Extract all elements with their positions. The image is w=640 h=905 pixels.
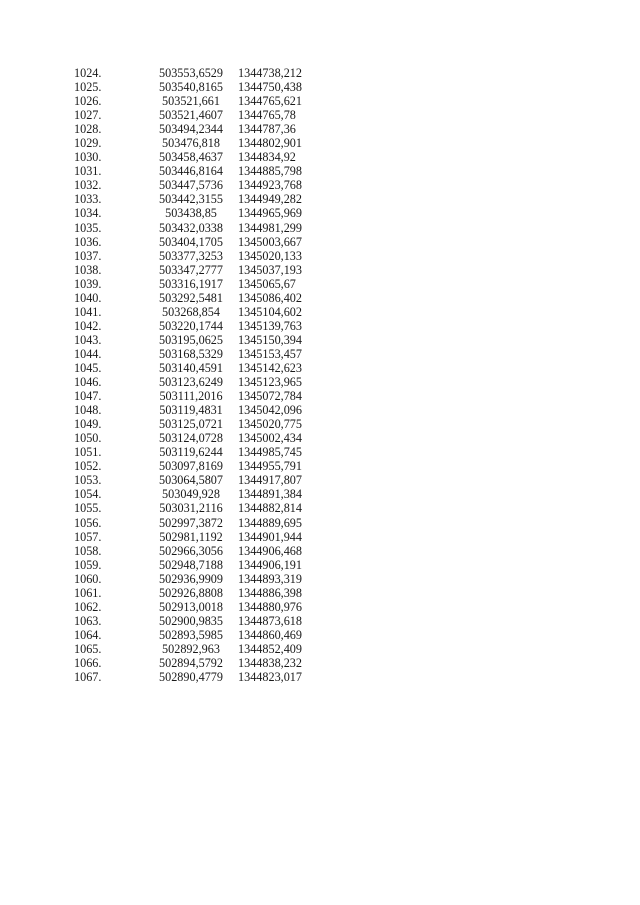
x-coordinate-cell: 503292,5481 xyxy=(159,290,223,305)
x-coordinate-cell: 503123,6249 xyxy=(159,375,223,390)
point-number-cell: 1025. xyxy=(74,80,102,95)
x-coordinate-cell: 503447,5736 xyxy=(159,178,223,193)
y-coordinate-cell: 1344906,191 xyxy=(238,557,302,572)
table-row xyxy=(74,221,338,235)
point-number-cell: 1050. xyxy=(74,431,102,446)
table-row xyxy=(74,375,338,389)
point-number-cell: 1038. xyxy=(74,262,102,277)
x-coordinate-cell: 503125,0721 xyxy=(159,417,223,432)
point-number-cell: 1036. xyxy=(74,234,102,249)
x-coordinate-cell: 502936,9909 xyxy=(159,571,223,586)
table-row xyxy=(74,150,338,164)
table-row xyxy=(74,80,338,94)
table-row xyxy=(74,178,338,192)
y-coordinate-cell: 1344917,807 xyxy=(238,473,302,488)
table-row xyxy=(74,66,338,80)
x-coordinate-cell: 503220,1744 xyxy=(159,318,223,333)
point-number-cell: 1052. xyxy=(74,459,102,474)
point-number-cell: 1061. xyxy=(74,585,102,600)
table-row xyxy=(74,206,338,220)
x-coordinate-cell: 503124,0728 xyxy=(159,431,223,446)
y-coordinate-cell: 1345150,394 xyxy=(238,332,302,347)
x-coordinate-cell: 503064,5807 xyxy=(159,473,223,488)
point-number-cell: 1055. xyxy=(74,501,102,516)
y-coordinate-cell: 1344886,398 xyxy=(238,585,302,600)
point-number-cell: 1063. xyxy=(74,613,102,628)
y-coordinate-cell: 1344923,768 xyxy=(238,178,302,193)
table-row xyxy=(74,235,338,249)
x-coordinate-cell: 503521,661 xyxy=(162,94,220,109)
table-row xyxy=(74,122,338,136)
y-coordinate-cell: 1344834,92 xyxy=(238,150,296,165)
x-coordinate-cell: 503476,818 xyxy=(162,136,220,151)
x-coordinate-cell: 503347,2777 xyxy=(159,262,223,277)
y-coordinate-cell: 1344882,814 xyxy=(238,501,302,516)
y-coordinate-cell: 1345020,775 xyxy=(238,417,302,432)
y-coordinate-cell: 1344852,409 xyxy=(238,641,302,656)
point-number-cell: 1062. xyxy=(74,599,102,614)
y-coordinate-cell: 1344891,384 xyxy=(238,487,302,502)
y-coordinate-cell: 1344873,618 xyxy=(238,613,302,628)
x-coordinate-cell: 502892,963 xyxy=(162,641,220,656)
point-number-cell: 1053. xyxy=(74,473,102,488)
x-coordinate-cell: 503268,854 xyxy=(162,304,220,319)
y-coordinate-cell: 1345139,763 xyxy=(238,318,302,333)
y-coordinate-cell: 1345153,457 xyxy=(238,346,302,361)
table-row xyxy=(74,291,338,305)
x-coordinate-cell: 503097,8169 xyxy=(159,459,223,474)
x-coordinate-cell: 502926,8808 xyxy=(159,585,223,600)
y-coordinate-cell: 1344901,944 xyxy=(238,529,302,544)
x-coordinate-cell: 503553,6529 xyxy=(159,66,223,80)
y-coordinate-cell: 1344823,017 xyxy=(238,670,302,685)
x-coordinate-cell: 503168,5329 xyxy=(159,346,223,361)
table-row xyxy=(74,361,338,375)
point-number-cell: 1051. xyxy=(74,445,102,460)
point-number-cell: 1042. xyxy=(74,318,102,333)
point-number-cell: 1031. xyxy=(74,164,102,179)
point-number-cell: 1035. xyxy=(74,220,102,235)
y-coordinate-cell: 1344955,791 xyxy=(238,459,302,474)
table-row xyxy=(74,431,338,445)
table-row xyxy=(74,136,338,150)
y-coordinate-cell: 1345042,096 xyxy=(238,403,302,418)
y-coordinate-cell: 1345037,193 xyxy=(238,262,302,277)
table-row xyxy=(74,614,338,628)
point-number-cell: 1041. xyxy=(74,304,102,319)
y-coordinate-cell: 1344985,745 xyxy=(238,445,302,460)
point-number-cell: 1043. xyxy=(74,332,102,347)
x-coordinate-cell: 503316,1917 xyxy=(159,276,223,291)
point-number-cell: 1064. xyxy=(74,627,102,642)
point-number-cell: 1048. xyxy=(74,403,102,418)
x-coordinate-cell: 503119,6244 xyxy=(159,445,223,460)
x-coordinate-cell: 503119,4831 xyxy=(159,403,223,418)
y-coordinate-cell: 1344880,976 xyxy=(238,599,302,614)
y-coordinate-cell: 1345072,784 xyxy=(238,389,302,404)
table-row xyxy=(74,263,338,277)
point-number-cell: 1044. xyxy=(74,346,102,361)
point-number-cell: 1027. xyxy=(74,108,102,123)
table-row xyxy=(74,164,338,178)
x-coordinate-cell: 503438,85 xyxy=(165,206,217,221)
x-coordinate-cell: 503494,2344 xyxy=(159,122,223,137)
y-coordinate-cell: 1344981,299 xyxy=(238,220,302,235)
point-number-cell: 1033. xyxy=(74,192,102,207)
x-coordinate-cell: 503540,8165 xyxy=(159,80,223,95)
point-number-cell: 1057. xyxy=(74,529,102,544)
table-row xyxy=(74,544,338,558)
x-coordinate-cell: 503111,2016 xyxy=(159,389,223,404)
point-number-cell: 1058. xyxy=(74,543,102,558)
point-number-cell: 1049. xyxy=(74,417,102,432)
y-coordinate-cell: 1345086,402 xyxy=(238,290,302,305)
table-row xyxy=(74,572,338,586)
point-number-cell: 1056. xyxy=(74,515,102,530)
x-coordinate-cell: 502981,1192 xyxy=(159,529,223,544)
y-coordinate-cell: 1344765,621 xyxy=(238,94,302,109)
table-row xyxy=(74,670,338,684)
x-coordinate-cell: 503140,4591 xyxy=(159,360,223,375)
y-coordinate-cell: 1344906,468 xyxy=(238,543,302,558)
x-coordinate-cell: 503442,3155 xyxy=(159,192,223,207)
point-number-cell: 1040. xyxy=(74,290,102,305)
y-coordinate-cell: 1345002,434 xyxy=(238,431,302,446)
x-coordinate-cell: 502948,7188 xyxy=(159,557,223,572)
point-number-cell: 1039. xyxy=(74,276,102,291)
y-coordinate-cell: 1345123,965 xyxy=(238,375,302,390)
table-row xyxy=(74,459,338,473)
x-coordinate-cell: 503031,2116 xyxy=(159,501,223,516)
table-row xyxy=(74,628,338,642)
y-coordinate-cell: 1344889,695 xyxy=(238,515,302,530)
x-coordinate-cell: 503377,3253 xyxy=(159,248,223,263)
y-coordinate-cell: 1344885,798 xyxy=(238,164,302,179)
x-coordinate-cell: 502893,5985 xyxy=(159,627,223,642)
table-row xyxy=(74,305,338,319)
table-row xyxy=(74,530,338,544)
point-number-cell: 1054. xyxy=(74,487,102,502)
table-row xyxy=(74,389,338,403)
point-number-cell: 1067. xyxy=(74,670,102,685)
y-coordinate-cell: 1344802,901 xyxy=(238,136,302,151)
table-row xyxy=(74,192,338,206)
point-number-cell: 1028. xyxy=(74,122,102,137)
x-coordinate-cell: 502890,4779 xyxy=(159,670,223,685)
point-number-cell: 1037. xyxy=(74,248,102,263)
point-number-cell: 1065. xyxy=(74,641,102,656)
x-coordinate-cell: 502966,3056 xyxy=(159,543,223,558)
x-coordinate-cell: 503458,4637 xyxy=(159,150,223,165)
x-coordinate-cell: 503521,4607 xyxy=(159,108,223,123)
coordinate-table-body xyxy=(74,66,338,684)
point-number-cell: 1026. xyxy=(74,94,102,109)
coordinate-table xyxy=(74,66,338,684)
y-coordinate-cell: 1345020,133 xyxy=(238,248,302,263)
y-coordinate-cell: 1344765,78 xyxy=(238,108,296,123)
y-coordinate-cell: 1345065,67 xyxy=(238,276,296,291)
point-number-cell: 1046. xyxy=(74,375,102,390)
y-coordinate-cell: 1344965,969 xyxy=(238,206,302,221)
table-row xyxy=(74,417,338,431)
x-coordinate-cell: 502913,0018 xyxy=(159,599,223,614)
table-row xyxy=(74,516,338,530)
table-row xyxy=(74,586,338,600)
y-coordinate-cell: 1345142,623 xyxy=(238,360,302,375)
point-number-cell: 1032. xyxy=(74,178,102,193)
point-number-cell: 1045. xyxy=(74,360,102,375)
table-row xyxy=(74,558,338,572)
table-row xyxy=(74,445,338,459)
table-row xyxy=(74,600,338,614)
y-coordinate-cell: 1344893,319 xyxy=(238,571,302,586)
table-row xyxy=(74,642,338,656)
table-row xyxy=(74,473,338,487)
table-row xyxy=(74,333,338,347)
y-coordinate-cell: 1344787,36 xyxy=(238,122,296,137)
table-row xyxy=(74,487,338,501)
point-number-cell: 1029. xyxy=(74,136,102,151)
table-row xyxy=(74,108,338,122)
x-coordinate-cell: 503195,0625 xyxy=(159,332,223,347)
table-row xyxy=(74,656,338,670)
x-coordinate-cell: 503049,928 xyxy=(162,487,220,502)
y-coordinate-cell: 1344838,232 xyxy=(238,655,302,670)
x-coordinate-cell: 502900,9835 xyxy=(159,613,223,628)
x-coordinate-cell: 503432,0338 xyxy=(159,220,223,235)
point-number-cell: 1047. xyxy=(74,389,102,404)
table-row xyxy=(74,249,338,263)
y-coordinate-cell: 1344738,212 xyxy=(238,66,302,80)
x-coordinate-cell: 502997,3872 xyxy=(159,515,223,530)
y-coordinate-cell: 1345104,602 xyxy=(238,304,302,319)
point-number-cell: 1024. xyxy=(74,66,102,80)
x-coordinate-cell: 503446,8164 xyxy=(159,164,223,179)
point-number-cell: 1060. xyxy=(74,571,102,586)
table-row xyxy=(74,501,338,515)
point-number-cell: 1059. xyxy=(74,557,102,572)
point-number-cell: 1034. xyxy=(74,206,102,221)
table-row xyxy=(74,403,338,417)
table-row xyxy=(74,277,338,291)
table-row xyxy=(74,319,338,333)
x-coordinate-cell: 502894,5792 xyxy=(159,655,223,670)
point-number-cell: 1066. xyxy=(74,655,102,670)
y-coordinate-cell: 1344750,438 xyxy=(238,80,302,95)
y-coordinate-cell: 1344949,282 xyxy=(238,192,302,207)
y-coordinate-cell: 1345003,667 xyxy=(238,234,302,249)
point-number-cell: 1030. xyxy=(74,150,102,165)
table-row xyxy=(74,94,338,108)
y-coordinate-cell: 1344860,469 xyxy=(238,627,302,642)
x-coordinate-cell: 503404,1705 xyxy=(159,234,223,249)
table-row xyxy=(74,347,338,361)
